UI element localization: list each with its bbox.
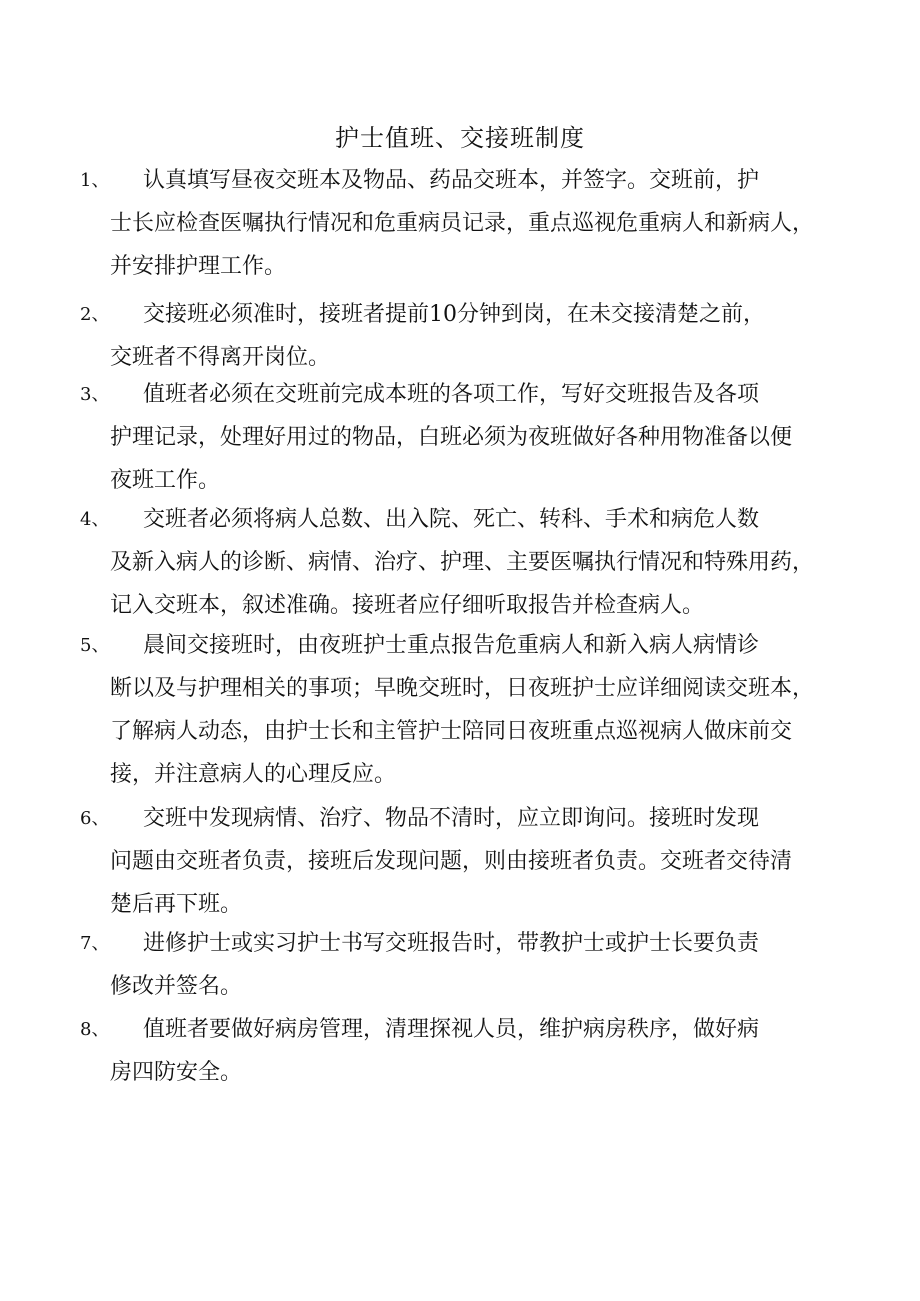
page-title: 护士值班、交接班制度 xyxy=(335,124,585,152)
list-item-line: 房四防安全。 xyxy=(110,1060,243,1085)
list-item-line: 交班者不得离开岗位。 xyxy=(110,345,331,370)
list-item-line: 交接班必须准时，接班者提前10分钟到岗，在未交接清楚之前， xyxy=(143,302,765,327)
list-item-line: 值班者必须在交班前完成本班的各项工作，写好交班报告及各项 xyxy=(143,382,760,407)
list-item-number: 4、 xyxy=(80,509,110,530)
list-item-line: 及新入病人的诊断、病情、治疗、护理、主要医嘱执行情况和特殊用药， xyxy=(110,550,815,575)
list-item-line: 记入交班本，叙述准确。接班者应仔细听取报告并检查病人。 xyxy=(110,593,705,618)
list-item-line: 护理记录，处理好用过的物品，白班必须为夜班做好各种用物准备以便 xyxy=(110,425,793,450)
list-item-line: 并安排护理工作。 xyxy=(110,254,287,279)
list-item-number: 2、 xyxy=(80,304,110,325)
list-item-number: 3、 xyxy=(80,384,110,405)
list-item-line: 值班者要做好病房管理，清理探视人员，维护病房秩序，做好病 xyxy=(143,1017,760,1042)
list-item-line: 交班中发现病情、治疗、物品不清时，应立即询问。接班时发现 xyxy=(143,806,760,831)
list-item-line: 问题由交班者负责，接班后发现问题，则由接班者负责。交班者交待清 xyxy=(110,849,793,874)
list-item-line: 修改并签名。 xyxy=(110,974,243,999)
list-item-line: 晨间交接班时，由夜班护士重点报告危重病人和新入病人病情诊 xyxy=(143,633,760,658)
list-item-line: 进修护士或实习护士书写交班报告时，带教护士或护士长要负责 xyxy=(143,931,760,956)
list-item-line: 了解病人动态，由护士长和主管护士陪同日夜班重点巡视病人做床前交 xyxy=(110,719,793,744)
list-item-line: 夜班工作。 xyxy=(110,468,221,493)
list-item-number: 8、 xyxy=(80,1019,110,1040)
list-item-line: 接，并注意病人的心理反应。 xyxy=(110,762,397,787)
list-item-number: 5、 xyxy=(80,635,110,656)
list-item-line: 楚后再下班。 xyxy=(110,892,243,917)
list-item-number: 1、 xyxy=(80,170,110,191)
list-item-number: 7、 xyxy=(80,933,110,954)
list-item-line: 断以及与护理相关的事项；早晚交班时，日夜班护士应详细阅读交班本， xyxy=(110,676,815,701)
list-item-line: 士长应检查医嘱执行情况和危重病员记录，重点巡视危重病人和新病人， xyxy=(110,211,815,236)
list-item-number: 6、 xyxy=(80,808,110,829)
list-item-line: 认真填写昼夜交班本及物品、药品交班本，并签字。交班前，护 xyxy=(143,168,760,193)
list-item-line: 交班者必须将病人总数、出入院、死亡、转科、手术和病危人数 xyxy=(143,507,760,532)
